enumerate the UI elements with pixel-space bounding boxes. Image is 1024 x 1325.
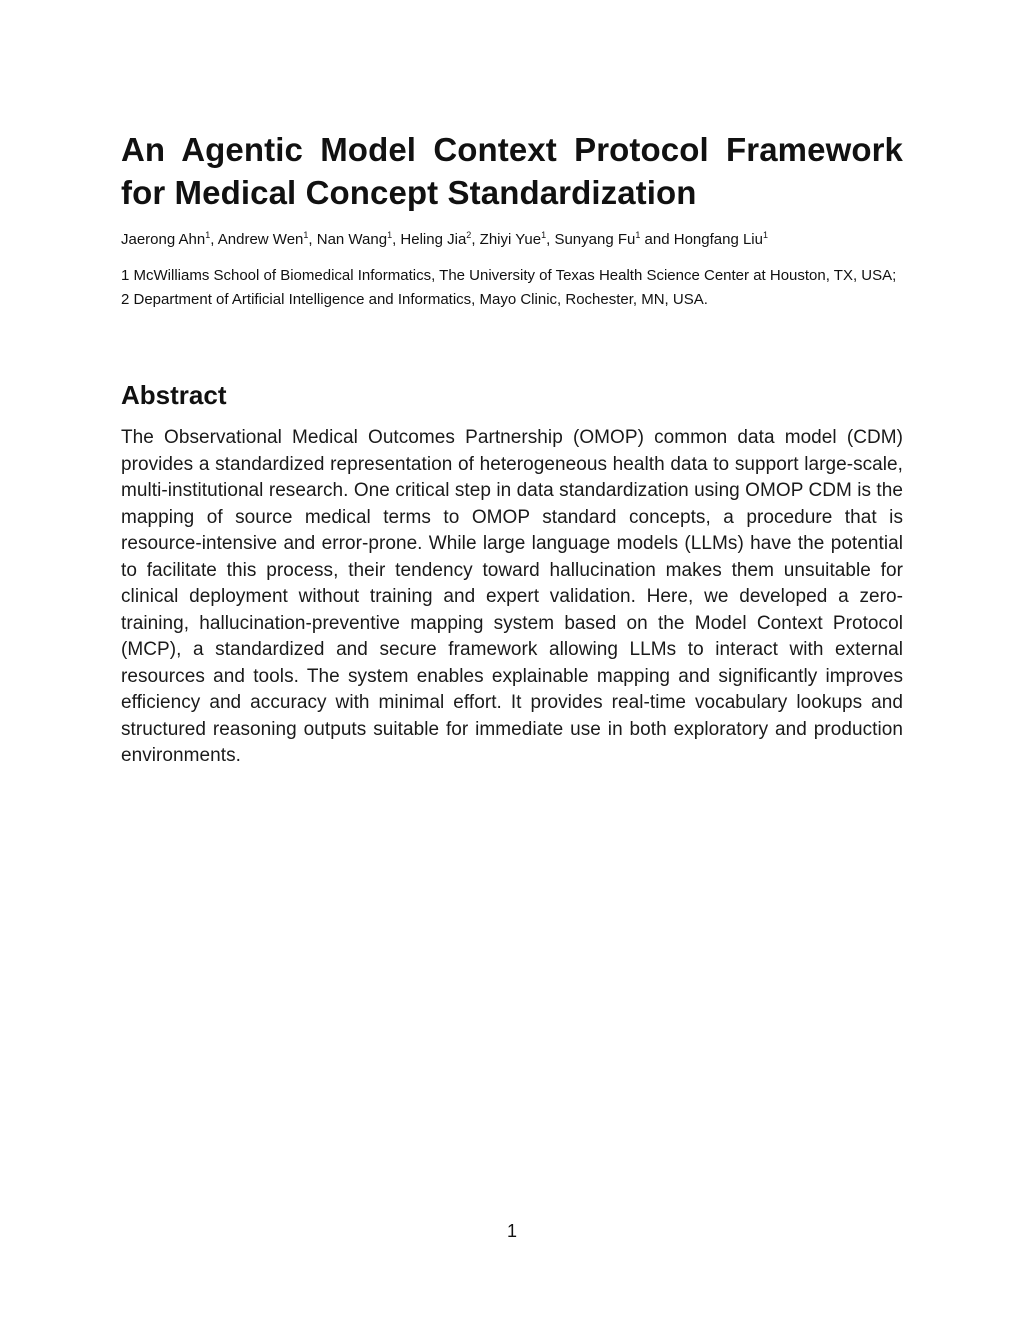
author-separator: , — [392, 231, 401, 248]
author-name: Nan Wang — [316, 231, 388, 248]
author-separator: , — [471, 231, 480, 248]
author-separator: , — [308, 231, 317, 248]
author-name: Heling Jia — [400, 231, 467, 248]
author-affiliation-marker: 2 — [466, 230, 472, 240]
author-separator: , — [210, 231, 218, 248]
author-affiliation-marker: 1 — [205, 230, 211, 240]
author-affiliation-marker: 1 — [387, 230, 393, 240]
author-separator: and — [640, 231, 674, 248]
affiliation-text: 1 McWilliams School of Biomedical Informatics, The University of Texas Health Science Center at Houston, TX, USA; 2 Department of Artificial Intelligence and Informatics, Mayo Clinic, Rochester, MN, USA. — [121, 267, 897, 308]
author-affiliation-marker: 1 — [541, 230, 547, 240]
author-affiliation-marker: 1 — [635, 230, 641, 240]
author-name: Andrew Wen — [217, 231, 304, 248]
abstract-body: The Observational Medical Outcomes Partnership (OMOP) common data model (CDM) provides a standardized representation of heterogeneous health data to support large-scale, multi-institutional research. One critical step in data standardization using OMOP CDM is the mapping of source medical terms to OMOP standard concepts, a procedure that is resource-intensive and error-prone. While large language models (LLMs) have the potential to facilitate this process, their tendency toward hallucination makes them unsuitable for clinical deployment without training and expert validation. Here, we developed a zero-training, hallucination-preventive mapping system based on the Model Context Protocol (MCP), a standardized and secure framework allowing LLMs to interact with external resources and tools. The system enables explainable mapping and significantly improves efficiency and accuracy with minimal effort. It provides real-time vocabulary lookups and structured reasoning outputs suitable for immediate use in both exploratory and production environments. — [121, 427, 903, 766]
paper-page — [121, 0, 903, 1325]
paper-title: An Agentic Model Context Protocol Framework for Medical Concept Standardization — [121, 131, 903, 211]
author-name: Zhiyi Yue — [479, 231, 542, 248]
author-affiliation-marker: 1 — [303, 230, 309, 240]
abstract-heading: Abstract — [121, 380, 227, 410]
page-number: 1 — [506, 1221, 517, 1241]
author-name: Sunyang Fu — [554, 231, 636, 248]
author-separator: , — [546, 231, 555, 248]
author-list — [121, 230, 903, 250]
author-affiliation-marker: 1 — [762, 230, 768, 240]
author-name: Hongfang Liu — [673, 231, 763, 248]
author-name: Jaerong Ahn — [121, 231, 206, 248]
